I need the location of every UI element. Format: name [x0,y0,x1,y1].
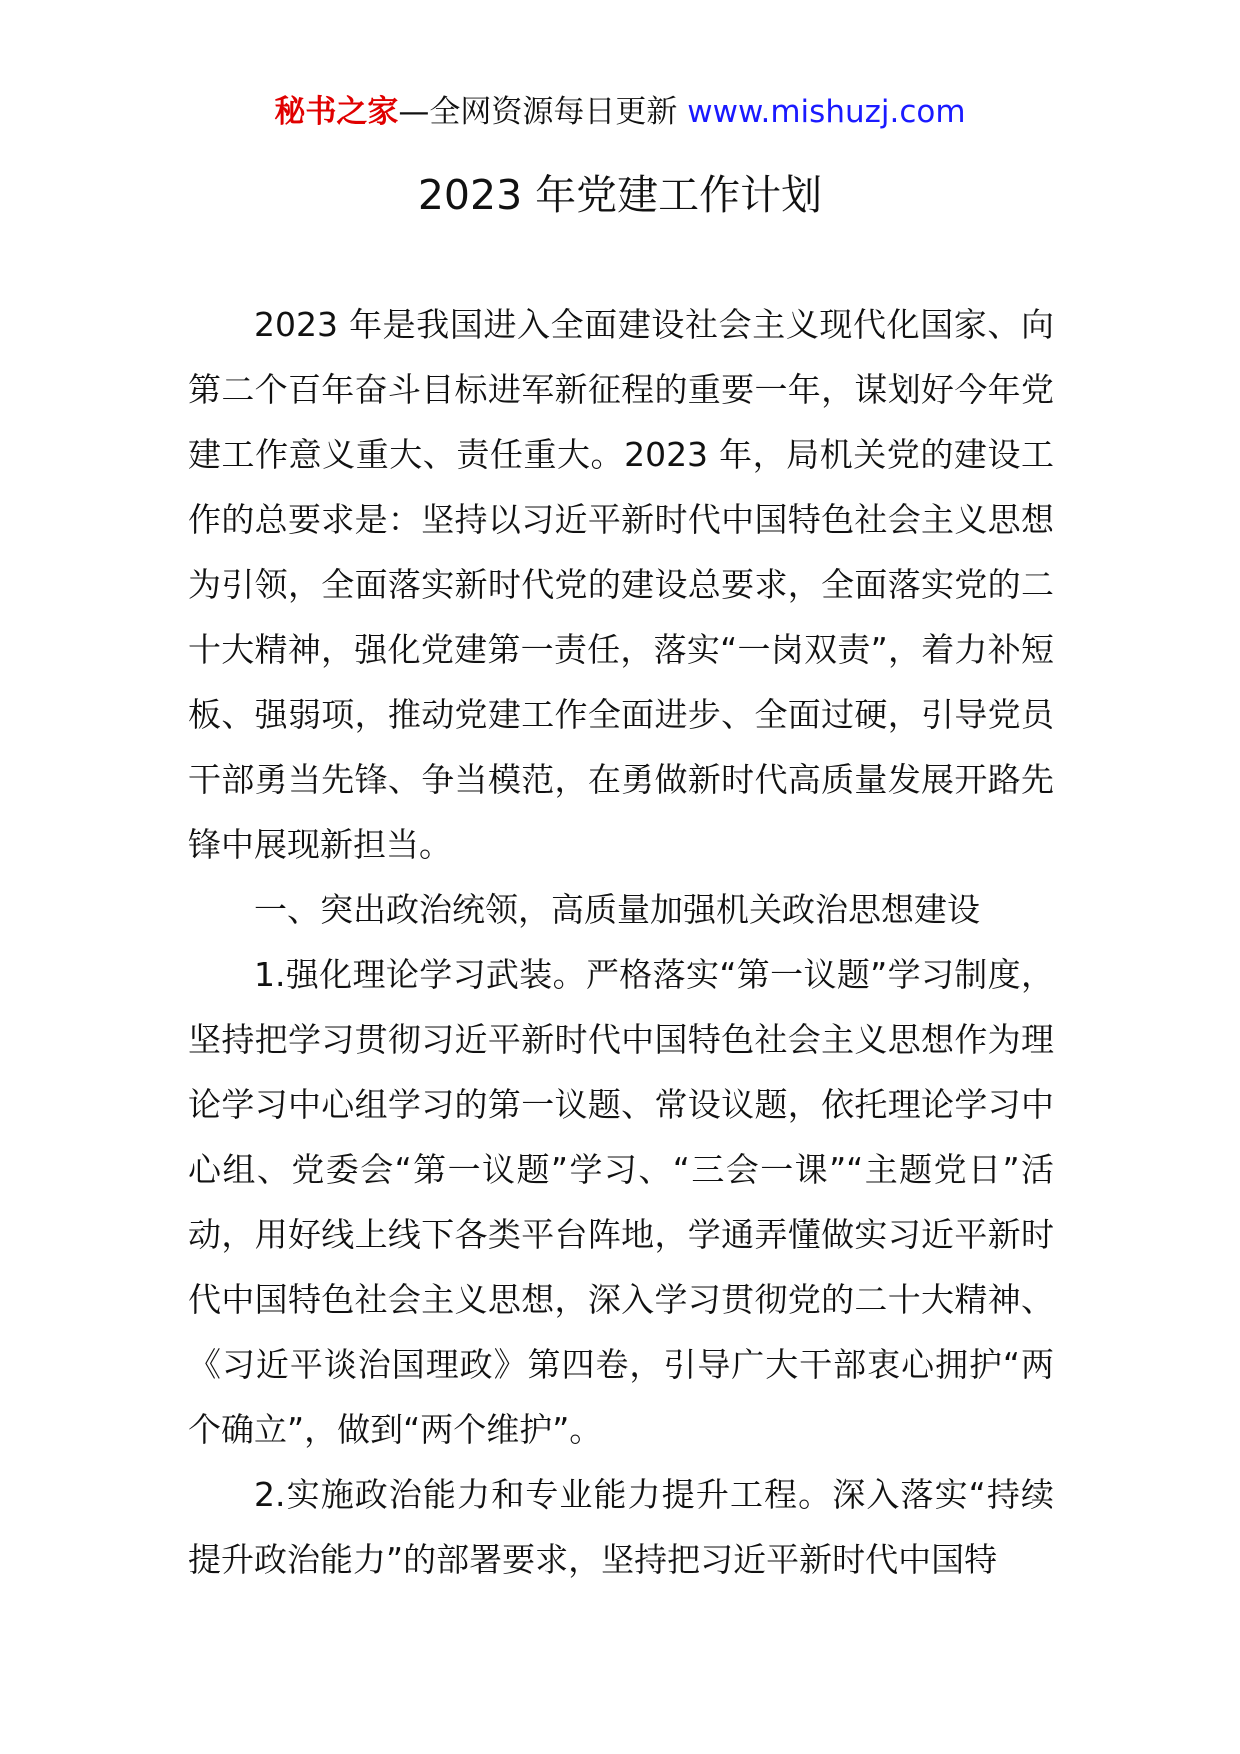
document-title: 2023 年党建工作计划 [417,171,823,219]
tagline: —全网资源每日更新 [398,94,688,130]
watermark-header [0,92,1240,132]
body-paragraph: 1.强化理论学习武装。严格落实“第一议题”学习制度，坚持把学习贯彻习近平新时代中国特色社会主义思想作为理论学习中心组学习的第一议题、常设议题，依托理论学习中心组、党委会“第一议题”学习、“三会一课”“主题党日”活动，用好线上线下各类平台阵地，学通弄懂做实习近平新时代中国特色社会主义思想，深入学习贯彻党的二十大精神、《习近平谈治国理政》第四卷，引导广大干部衷心拥护“两个确立”，做到“两个维护”。 [188,955,1054,1449]
site-url: www.mishuzj.com [687,94,966,130]
intro-paragraph: 2023 年是我国进入全面建设社会主义现代化国家、向第二个百年奋斗目标进军新征程的重要一年，谋划好今年党建工作意义重大、责任重大。2023 年，局机关党的建设工作的总要求是：坚持以习近平新时代中国特色社会主义思想为引领，全面落实新时代党的建设总要求，全面落实党的二十大精神，强化党建第一责任，落实“一岗双责”，着力补短板、强弱项，推动党建工作全面进步、全面过硬，引导党员干部勇当先锋、争当模范，在勇做新时代高质量发展开路先锋中展现新担当。 [188,305,1054,864]
brand-name: 秘书之家 [274,94,399,130]
section-heading: 一、突出政治统领，高质量加强机关政治思想建设 [254,890,980,929]
body-paragraph: 2.实施政治能力和专业能力提升工程。深入落实“持续提升政治能力”的部署要求，坚持把习近平新时代中国特 [188,1475,1054,1579]
document-body [188,292,1054,1592]
